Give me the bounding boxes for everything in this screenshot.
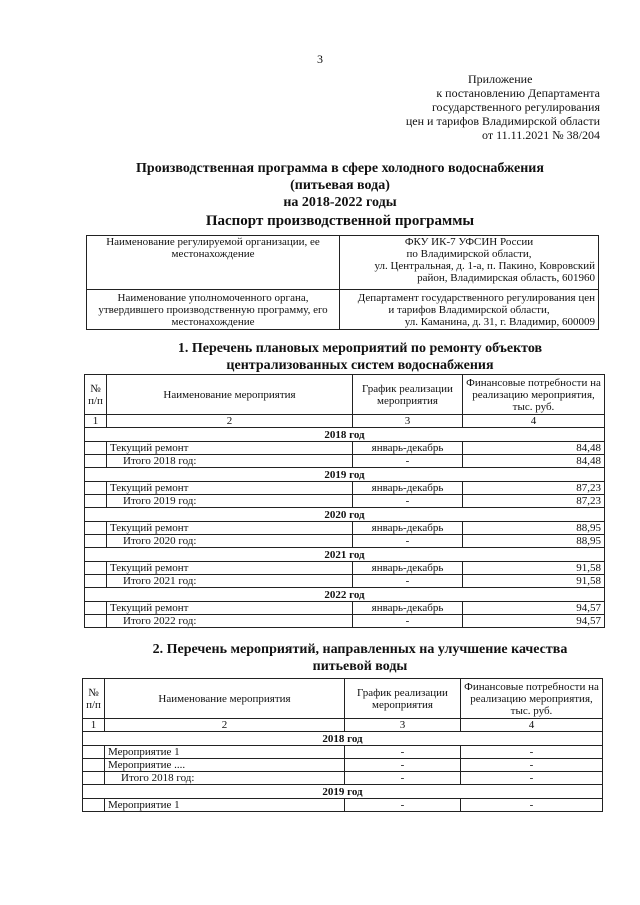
passport-heading: Паспорт производственной программы [205, 213, 475, 229]
measure-name: Мероприятие 1 [105, 799, 345, 812]
measure-amount: - [461, 799, 603, 812]
total-amount: 88,95 [463, 535, 605, 548]
column-number-row [83, 719, 603, 732]
year-label: 2022 год [85, 588, 605, 602]
row-number [85, 615, 107, 628]
total-amount: 87,23 [463, 495, 605, 508]
table-header-row [85, 375, 605, 415]
work-schedule: январь-декабрь [353, 442, 463, 455]
passport-value-line: ул. Центральная, д. 1-а, п. Пакино, Ковровский [374, 260, 595, 272]
section2-heading [80, 641, 640, 675]
total-schedule: - [353, 455, 463, 468]
column-number: 3 [345, 719, 461, 732]
year-row [85, 508, 605, 522]
year-row [85, 428, 605, 442]
column-header: № п/п [83, 679, 105, 719]
column-header: График реализации мероприятия [353, 375, 463, 415]
total-label: Итого 2020 год: [107, 535, 353, 548]
appendix-line: Приложение [468, 72, 533, 86]
passport-row [87, 290, 599, 330]
passport-row [87, 236, 599, 290]
column-number: 1 [85, 415, 107, 428]
year-row [83, 732, 603, 746]
column-number: 1 [83, 719, 105, 732]
work-schedule: январь-декабрь [353, 522, 463, 535]
column-number-row [85, 415, 605, 428]
total-label: Итого 2018 год: [107, 455, 353, 468]
measure-schedule: - [345, 759, 461, 772]
total-schedule: - [345, 772, 461, 785]
appendix-line: от 11.11.2021 № 38/204 [482, 128, 600, 142]
row-number [83, 772, 105, 785]
column-number: 4 [461, 719, 603, 732]
column-number: 4 [463, 415, 605, 428]
title-line: Производственная программа в сфере холодного водоснабжения [136, 161, 544, 176]
total-amount: 84,48 [463, 455, 605, 468]
row-number [85, 562, 107, 575]
table-row [83, 799, 603, 812]
work-amount: 91,58 [463, 562, 605, 575]
table-row [85, 602, 605, 615]
column-header: Наименование мероприятия [107, 375, 353, 415]
passport-value-line: район, Владимирская область, 601960 [417, 272, 595, 284]
work-name: Текущий ремонт [107, 482, 353, 495]
work-amount: 94,57 [463, 602, 605, 615]
total-row [85, 615, 605, 628]
column-number: 3 [353, 415, 463, 428]
section-heading-line: 1. Перечень плановых мероприятий по ремонту объектов [177, 341, 543, 356]
year-label: 2019 год [83, 785, 603, 799]
year-label: 2018 год [83, 732, 603, 746]
passport-value [340, 236, 599, 290]
total-schedule: - [353, 575, 463, 588]
work-schedule: январь-декабрь [353, 562, 463, 575]
section-heading-line: 2. Перечень мероприятий, направленных на улучшение качества [152, 642, 568, 657]
section-heading-line: питьевой воды [312, 659, 408, 674]
row-number [83, 746, 105, 759]
work-name: Текущий ремонт [107, 602, 353, 615]
total-row [85, 535, 605, 548]
passport-value-line: и тарифов Владимирской области, [388, 303, 550, 316]
row-number [85, 482, 107, 495]
year-label: 2020 год [85, 508, 605, 522]
appendix-line: к постановлению Департамента [436, 86, 600, 100]
column-number: 2 [105, 719, 345, 732]
section1-heading [80, 340, 640, 374]
column-header: Финансовые потребности на реализацию мероприятия, тыс. руб. [463, 375, 605, 415]
passport-value-line: ФКУ ИК-7 УФСИН России [404, 236, 534, 248]
year-row [85, 588, 605, 602]
total-label: Итого 2022 год: [107, 615, 353, 628]
work-schedule: январь-декабрь [353, 602, 463, 615]
year-label: 2018 год [85, 428, 605, 442]
year-row [83, 785, 603, 799]
row-number [85, 442, 107, 455]
row-number [85, 522, 107, 535]
measure-schedule: - [345, 799, 461, 812]
measure-schedule: - [345, 746, 461, 759]
work-name: Текущий ремонт [107, 522, 353, 535]
year-row [85, 468, 605, 482]
measure-name: Мероприятие .... [105, 759, 345, 772]
title-line: (питьевая вода) [290, 178, 390, 193]
passport-value-line: ул. Каманина, д. 31, г. Владимир, 600009 [404, 315, 595, 328]
section1-table [84, 374, 605, 628]
table-row [83, 759, 603, 772]
appendix-block [380, 72, 600, 142]
column-header: № п/п [85, 375, 107, 415]
year-label: 2019 год [85, 468, 605, 482]
row-number [85, 455, 107, 468]
title-line: на 2018-2022 годы [283, 195, 397, 210]
row-number [85, 495, 107, 508]
passport-value-line: по Владимирской области, [406, 248, 532, 260]
row-number [85, 535, 107, 548]
column-number: 2 [107, 415, 353, 428]
total-schedule: - [353, 615, 463, 628]
row-number [83, 759, 105, 772]
total-row [85, 575, 605, 588]
column-header: Финансовые потребности на реализацию мероприятия, тыс. руб. [461, 679, 603, 719]
total-label: Итого 2019 год: [107, 495, 353, 508]
appendix-line: цен и тарифов Владимирской области [405, 114, 600, 128]
section2-table [82, 678, 603, 812]
document-title [60, 160, 620, 211]
table-row [83, 746, 603, 759]
passport-label: Наименование регулируемой организации, ее местонахождение [87, 236, 340, 290]
passport-value-line: Департамент государственного регулирования цен [357, 291, 595, 304]
table-row [85, 522, 605, 535]
year-label: 2021 год [85, 548, 605, 562]
year-row [85, 548, 605, 562]
page-number: 3 [317, 52, 323, 66]
total-row [85, 455, 605, 468]
passport-label: Наименование уполномоченного органа, утвердившего производственную программу, его местонахождение [87, 290, 340, 330]
total-row [85, 495, 605, 508]
work-name: Текущий ремонт [107, 442, 353, 455]
appendix-line: государственного регулирования [431, 100, 600, 114]
total-amount: 94,57 [463, 615, 605, 628]
total-amount: 91,58 [463, 575, 605, 588]
work-name: Текущий ремонт [107, 562, 353, 575]
section-heading-line: централизованных систем водоснабжения [226, 358, 494, 373]
work-amount: 84,48 [463, 442, 605, 455]
total-amount: - [461, 772, 603, 785]
work-amount: 87,23 [463, 482, 605, 495]
table-row [85, 482, 605, 495]
column-header: График реализации мероприятия [345, 679, 461, 719]
row-number [85, 575, 107, 588]
passport-table [86, 235, 599, 330]
total-schedule: - [353, 495, 463, 508]
row-number [85, 602, 107, 615]
total-label: Итого 2018 год: [105, 772, 345, 785]
work-schedule: январь-декабрь [353, 482, 463, 495]
table-header-row [83, 679, 603, 719]
total-label: Итого 2021 год: [107, 575, 353, 588]
table-row [85, 442, 605, 455]
measure-amount: - [461, 759, 603, 772]
total-schedule: - [353, 535, 463, 548]
passport-value [340, 290, 599, 330]
column-header: Наименование мероприятия [105, 679, 345, 719]
measure-amount: - [461, 746, 603, 759]
table-row [85, 562, 605, 575]
row-number [83, 799, 105, 812]
measure-name: Мероприятие 1 [105, 746, 345, 759]
work-amount: 88,95 [463, 522, 605, 535]
total-row [83, 772, 603, 785]
